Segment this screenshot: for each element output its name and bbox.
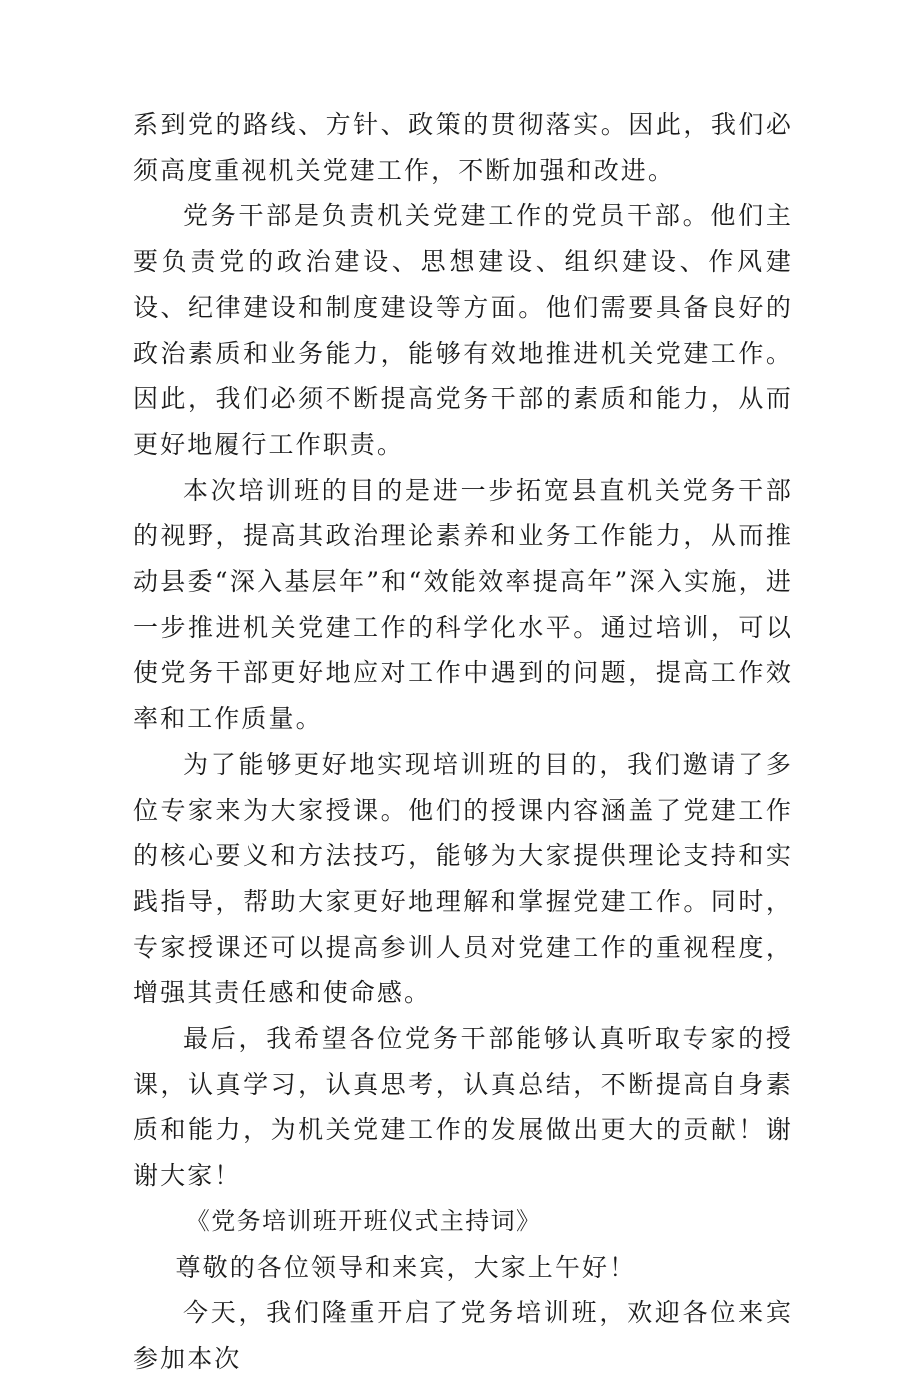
document-body xyxy=(133,102,793,1382)
section-title: 《党务培训班开班仪式主持词》 xyxy=(185,1206,542,1235)
paragraph-opening: 今天，我们隆重开启了党务培训班，欢迎各位来宾参加本次 xyxy=(133,1298,793,1373)
paragraph-party-cadres: 党务干部是负责机关党建工作的党员干部。他们主要负责党的政治建设、思想建设、组织建设、作风建设、纪律建设和制度建设等方面。他们需要具备良好的政治素质和业务能力，能够有效地推进机关党建工作。因此，我们必须不断提高党务干部的素质和能力，从而更好地履行工作职责。 xyxy=(133,201,793,459)
paragraph-continued: 系到党的路线、方针、政策的贯彻落实。因此，我们必须高度重视机关党建工作，不断加强和改进。 xyxy=(133,110,793,185)
paragraph-experts: 为了能够更好地实现培训班的目的，我们邀请了多位专家来为大家授课。他们的授课内容涵盖了党建工作的核心要义和方法技巧，能够为大家提供理论支持和实践指导，帮助大家更好地理解和掌握党建工作。同时，专家授课还可以提高参训人员对党建工作的重视程度，增强其责任感和使命感。 xyxy=(133,749,793,1008)
greeting-line: 尊敬的各位领导和来宾，大家上午好！ xyxy=(175,1252,637,1282)
paragraph-training-purpose: 本次培训班的目的是进一步拓宽县直机关党务干部的视野，提高其政治理论素养和业务工作能力，从而推动县委“深入基层年”和“效能效率提高年”深入实施，进一步推进机关党建工作的科学化水平。通过培训，可以使党务干部更好地应对工作中遇到的问题，提高工作效率和工作质量。 xyxy=(133,475,793,734)
paragraph-closing-remarks: 最后，我希望各位党务干部能够认真听取专家的授课，认真学习，认真思考，认真总结，不断提高自身素质和能力，为机关党建工作的发展做出更大的贡献！谢谢大家！ xyxy=(133,1024,793,1191)
